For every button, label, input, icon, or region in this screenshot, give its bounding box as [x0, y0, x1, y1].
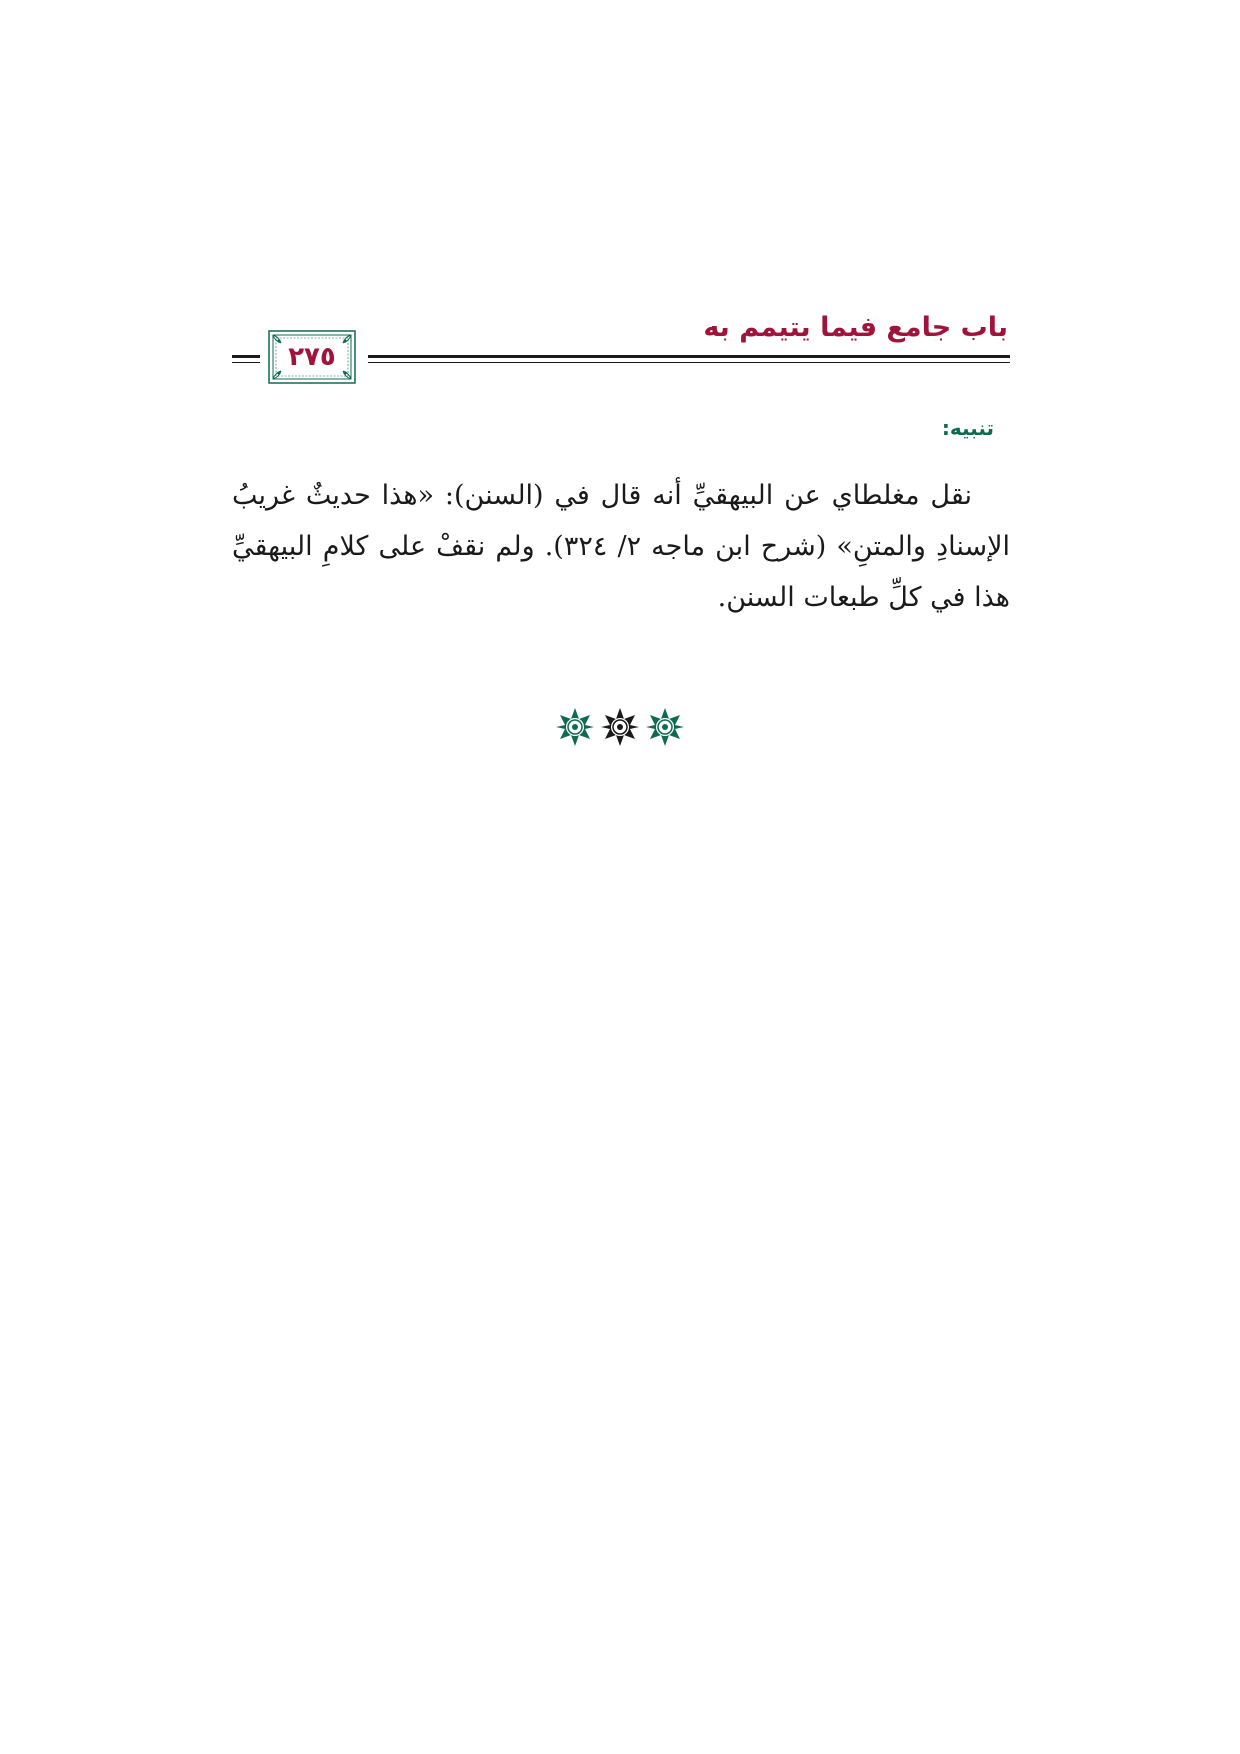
star-ornament-green-icon [555, 707, 595, 747]
header-rule-left-top [232, 355, 260, 358]
header-rule-left-bottom [232, 362, 260, 363]
page-number-frame [268, 330, 356, 384]
chapter-title: باب جامع فيما يتيمم به [703, 312, 1008, 343]
page-number: ٢٧٥ [288, 342, 336, 372]
note-paragraph: نقل مغلطاي عن البيهقيِّ أنه قال في (السنن): «هذا حديثٌ غريبُ الإسنادِ والمتنِ» (شرح ابن ماجه ٢/ ٣٢٤). ولم نقفْ على كلامِ البيهقيِّ هذا في كلِّ طبعات السنن. [232, 480, 1010, 613]
star-ornament-black-icon [600, 707, 640, 747]
header-rule-right-bottom [368, 362, 1010, 363]
star-ornament-green-icon [645, 707, 685, 747]
section-end-ornaments [0, 707, 1240, 751]
note-heading: تنبيه: [941, 416, 994, 440]
header-rule-right-top [368, 355, 1010, 358]
